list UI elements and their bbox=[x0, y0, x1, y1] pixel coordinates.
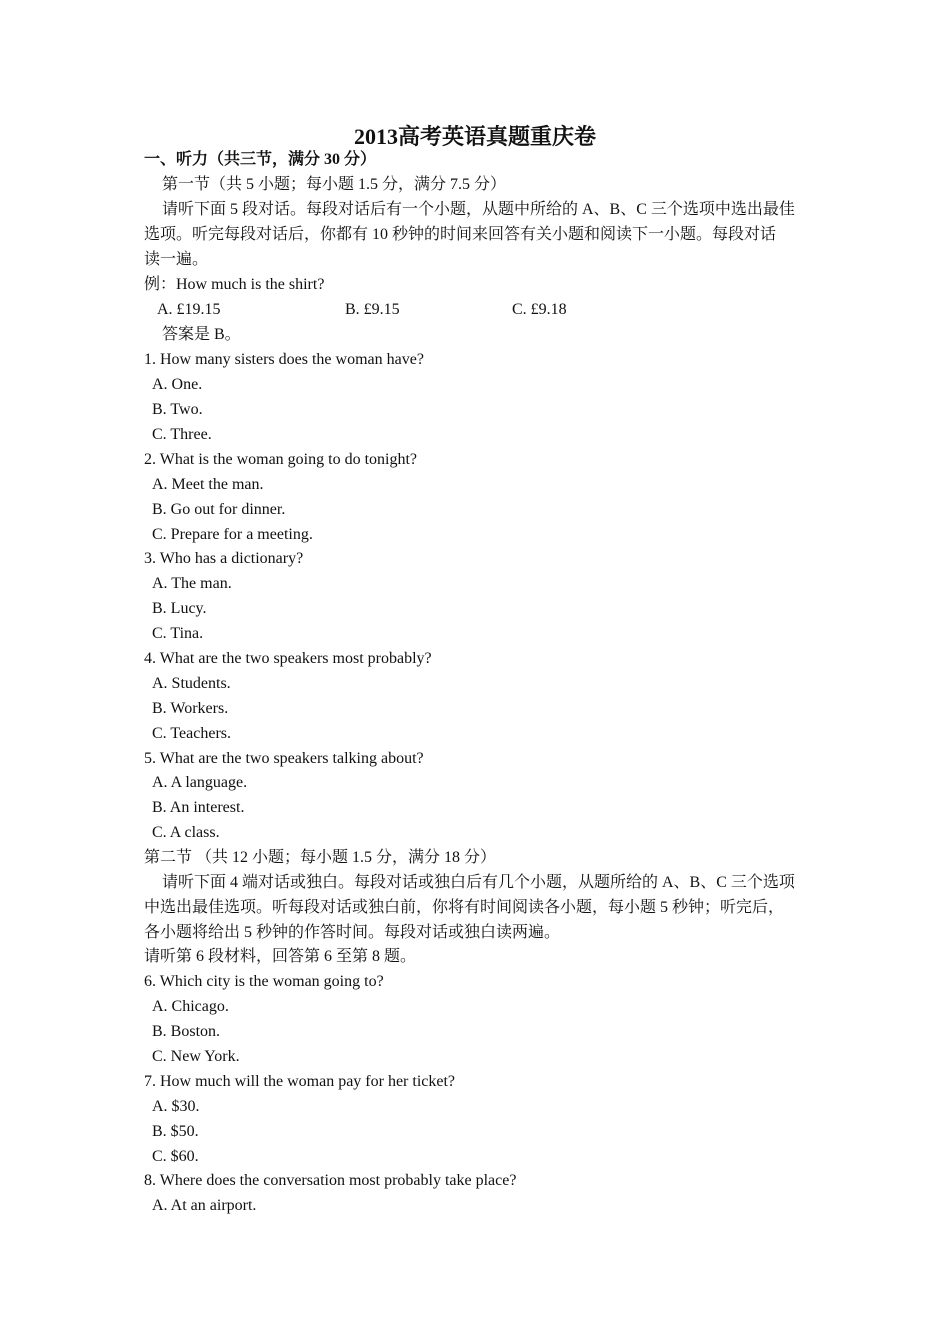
question-1-option-a: A. One. bbox=[152, 376, 203, 393]
section2-instructions-line-1: 请听下面 4 端对话或独白。每段对话或独白后有几个小题，从题所给的 A、B、C 三个选项 bbox=[162, 874, 795, 891]
page-title: 2013高考英语真题重庆卷 bbox=[353, 124, 596, 149]
question-1-option-b: B. Two. bbox=[152, 401, 203, 418]
part1-heading: 一、听力（共三节，满分 30 分） bbox=[144, 151, 377, 168]
question-5: 5. What are the two speakers talking about? bbox=[144, 750, 424, 767]
question-4-option-a: A. Students. bbox=[152, 675, 231, 692]
question-4-option-b: B. Workers. bbox=[152, 700, 229, 717]
example-option-a: A. £19.15 bbox=[157, 301, 221, 318]
question-7-option-a: A. $30. bbox=[152, 1098, 200, 1115]
section2-instructions-line-3: 各小题将给出 5 秒钟的作答时间。每段对话或独白读两遍。 bbox=[144, 924, 561, 941]
question-4: 4. What are the two speakers most probably? bbox=[144, 650, 432, 667]
question-4-option-c: C. Teachers. bbox=[152, 725, 231, 742]
question-2: 2. What is the woman going to do tonight? bbox=[144, 451, 418, 468]
question-3-option-a: A. The man. bbox=[152, 575, 232, 592]
question-7-option-c: C. $60. bbox=[152, 1148, 199, 1165]
passage-note: 请听第 6 段材料，回答第 6 至第 8 题。 bbox=[144, 948, 417, 965]
question-7-option-b: B. $50. bbox=[152, 1123, 199, 1140]
question-7: 7. How much will the woman pay for her ticket? bbox=[144, 1073, 456, 1090]
question-8-option-a: A. At an airport. bbox=[152, 1197, 257, 1214]
question-2-option-a: A. Meet the man. bbox=[152, 476, 264, 493]
question-3: 3. Who has a dictionary? bbox=[144, 550, 304, 567]
question-2-option-b: B. Go out for dinner. bbox=[152, 501, 286, 518]
question-8: 8. Where does the conversation most probably take place? bbox=[144, 1172, 517, 1189]
section1-instructions-line-2: 选项。听完每段对话后，你都有 10 秒钟的时间来回答有关小题和阅读下一小题。每段对话 bbox=[144, 226, 777, 243]
question-6-option-b: B. Boston. bbox=[152, 1023, 221, 1040]
question-2-option-c: C. Prepare for a meeting. bbox=[152, 526, 313, 543]
section2-instructions-line-2: 中选出最佳选项。听每段对话或独白前，你将有时间阅读各小题，每小题 5 秒钟；听完后， bbox=[144, 899, 785, 916]
question-3-option-c: C. Tina. bbox=[152, 625, 204, 642]
section2-heading: 第二节 （共 12 小题；每小题 1.5 分，满分 18 分） bbox=[144, 849, 497, 866]
question-5-option-a: A. A language. bbox=[152, 774, 248, 791]
section1-instructions-line-3: 读一遍。 bbox=[144, 251, 209, 268]
question-6-option-c: C. New York. bbox=[152, 1048, 240, 1065]
question-6-option-a: A. Chicago. bbox=[152, 998, 229, 1015]
section1-instructions-line-1: 请听下面 5 段对话。每段对话后有一个小题，从题中所给的 A、B、C 三个选项中选出最佳 bbox=[162, 201, 795, 218]
example-answer: 答案是 B。 bbox=[162, 326, 241, 343]
example-option-b: B. £9.15 bbox=[345, 301, 400, 318]
question-5-option-b: B. An interest. bbox=[152, 799, 245, 816]
example-option-c: C. £9.18 bbox=[512, 301, 567, 318]
question-5-option-c: C. A class. bbox=[152, 824, 220, 841]
section1-heading: 第一节（共 5 小题；每小题 1.5 分，满分 7.5 分） bbox=[162, 176, 507, 193]
example-question: 例：How much is the shirt? bbox=[144, 276, 325, 293]
question-6: 6. Which city is the woman going to? bbox=[144, 973, 384, 990]
question-1-option-c: C. Three. bbox=[152, 426, 212, 443]
question-3-option-b: B. Lucy. bbox=[152, 600, 207, 617]
question-1: 1. How many sisters does the woman have? bbox=[144, 351, 424, 368]
